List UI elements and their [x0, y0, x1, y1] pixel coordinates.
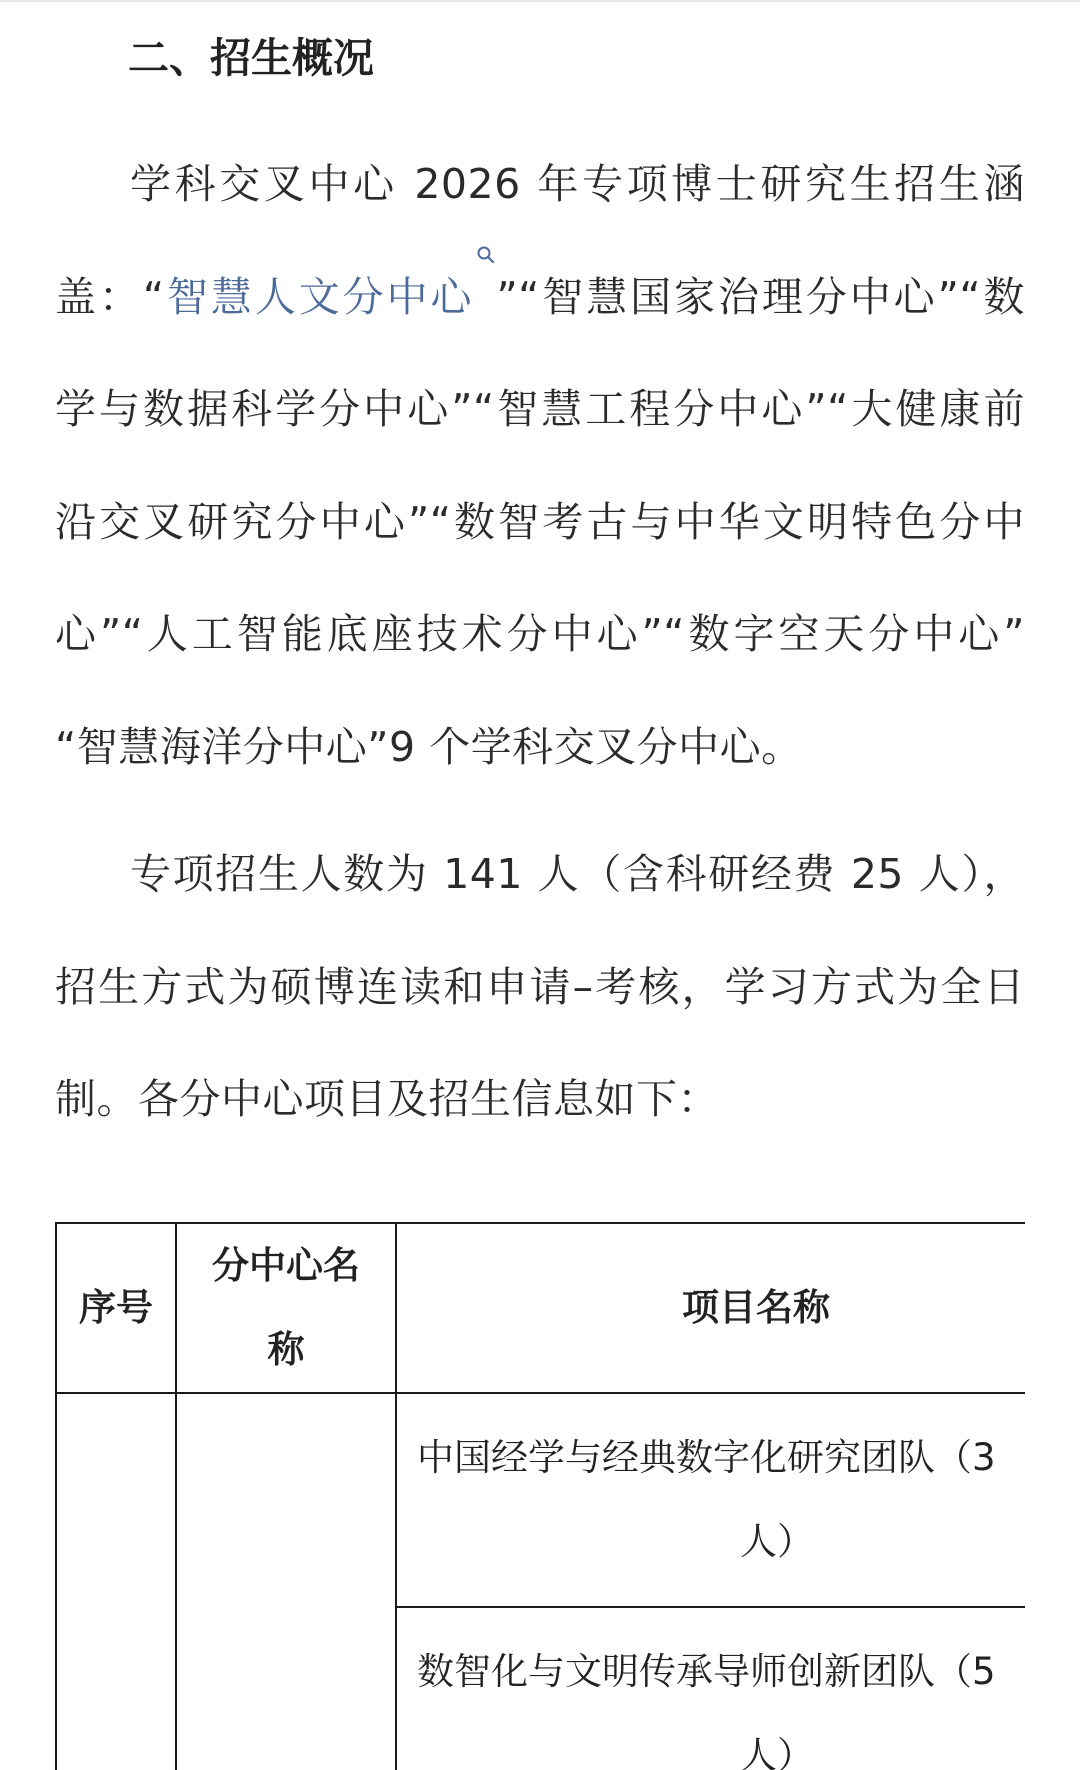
seq-cell — [56, 1393, 176, 1770]
paragraph-line: 专项招生人数为 141 人（含科研经费 25 人）， — [130, 850, 1025, 898]
search-icon[interactable] — [474, 241, 496, 281]
paragraph-line: 心”“人工智能底座技术分中心”“数字空天分中心” — [55, 610, 1025, 658]
project-line: 人） — [740, 1734, 814, 1770]
project-line: 数智化与文明传承导师创新团队（5 — [417, 1650, 996, 1693]
header-center-line: 称 — [267, 1328, 305, 1371]
project-line: 中国经学与经典数字化研究团队（3 — [417, 1436, 996, 1479]
paragraph-line: 招生方式为硕博连读和申请–考核，学习方式为全日 — [55, 962, 1025, 1011]
paragraph-text: ”“智慧国家治理分中心”“数 — [496, 272, 1025, 321]
enrollment-paragraph — [55, 818, 1025, 1156]
header-seq: 序号 — [56, 1223, 176, 1393]
intro-paragraph — [55, 128, 1025, 803]
center-cell — [176, 1393, 396, 1770]
paragraph-line: “智慧海洋分中心”9 个学科交叉分中心。 — [55, 722, 803, 771]
table-row — [56, 1393, 1025, 1607]
header-project-name: 项目名称 — [396, 1223, 1025, 1393]
top-divider — [0, 0, 1080, 2]
section-heading: 二、招生概况 — [128, 34, 374, 82]
paragraph-line: 学科交叉中心 2026 年专项博士研究生招生涵 — [130, 160, 1025, 208]
paragraph-line: 制。各分中心项目及招生信息如下： — [55, 1075, 719, 1123]
project-cell — [396, 1393, 1025, 1607]
paragraph-text: 盖：“ — [55, 272, 165, 321]
project-line: 人） — [740, 1520, 814, 1563]
header-center-line: 分中心名 — [212, 1244, 360, 1287]
center-link[interactable]: 智慧人文分中心 — [164, 272, 475, 321]
table-header-row — [56, 1223, 1025, 1393]
paragraph-line — [55, 241, 1025, 354]
paragraph-line: 学与数据科学分中心”“智慧工程分中心”“大健康前 — [55, 385, 1025, 433]
paragraph-line: 沿交叉研究分中心”“数智考古与中华文明特色分中 — [55, 497, 1025, 546]
header-center-name — [176, 1223, 396, 1393]
enrollment-table — [55, 1222, 1025, 1770]
enrollment-table-container[interactable] — [55, 1222, 1025, 1770]
project-cell — [396, 1607, 1025, 1770]
